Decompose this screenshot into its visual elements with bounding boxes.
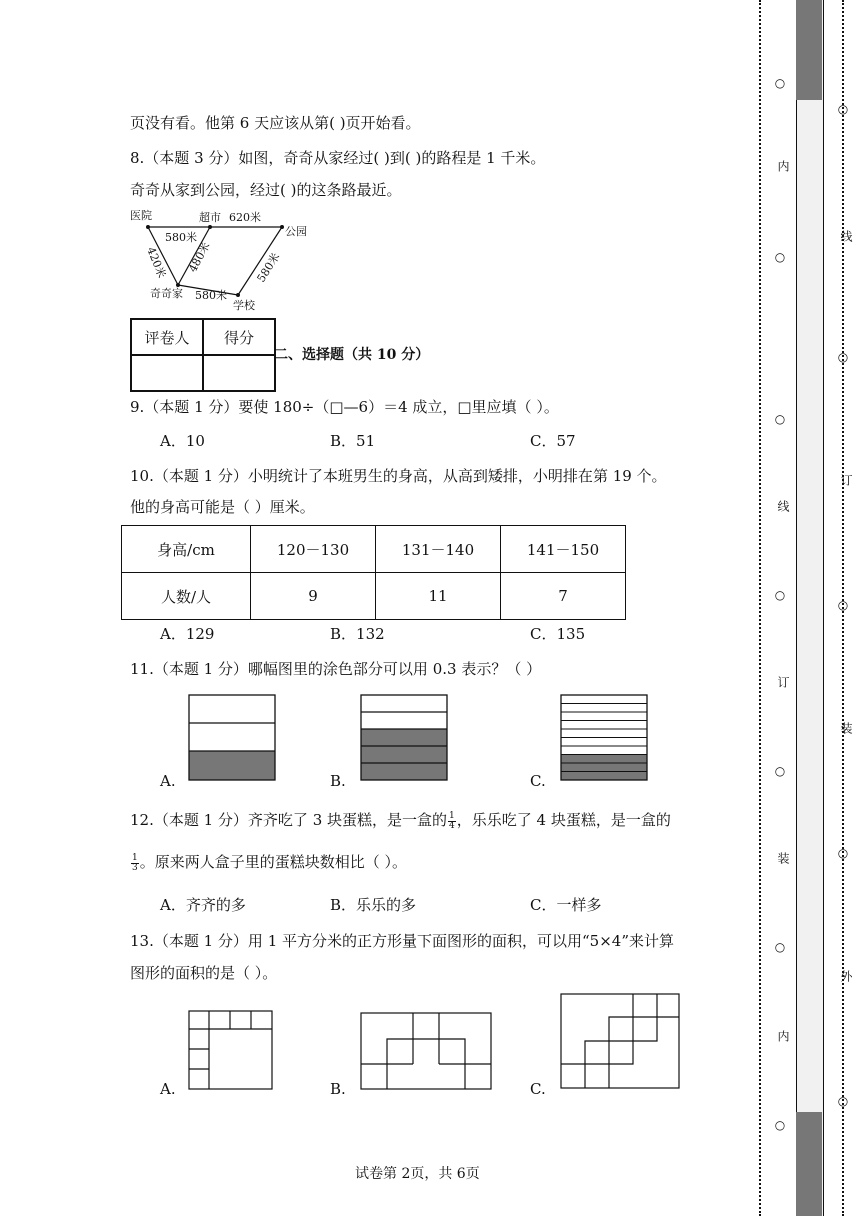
- height-table-h1: 120－130: [251, 526, 376, 573]
- q12-frac1-num: 1: [449, 810, 455, 821]
- q9-stem: 9.（本题 1 分）要使 180÷（□—6）＝4 成立，□里应填（ ）。: [130, 398, 559, 416]
- binding-outer-1: 订: [839, 474, 853, 486]
- q11-figure-c: [560, 694, 650, 784]
- map-home: 奇奇家: [150, 287, 183, 300]
- map-supermarket: 超市: [199, 211, 221, 224]
- binding-circle-icon: ○: [836, 846, 850, 860]
- q12-line1-b: ，乐乐吃了 4 块蛋糕，是一盒的: [456, 811, 671, 829]
- height-table-h3: 141－150: [501, 526, 626, 573]
- q12-line1: [130, 810, 671, 831]
- q12-frac1-den: 4: [449, 820, 455, 831]
- binding-strip-top-dark: [796, 0, 822, 100]
- q12-option-a[interactable]: A．齐齐的多: [160, 896, 246, 914]
- q13-option-b[interactable]: B.: [330, 1080, 346, 1098]
- q11-option-b[interactable]: B.: [330, 772, 346, 790]
- height-table-r2: 11: [376, 573, 501, 620]
- binding-inner-1: 线: [776, 500, 790, 512]
- q9-option-b[interactable]: B．51: [330, 432, 376, 450]
- map-park: 公园: [285, 225, 307, 238]
- binding-inner-4: 内: [776, 1030, 790, 1042]
- q8-line1: 8.（本题 3 分）如图，奇奇从家经过( )到( )的路程是 1 千米。: [130, 149, 546, 167]
- binding-line-inner: [759, 0, 761, 1216]
- map-dist-hosp-super: 580米: [165, 231, 197, 244]
- height-table-r0: 人数/人: [122, 573, 251, 620]
- q12-fraction-2: [131, 854, 139, 873]
- q10-line2: 他的身高可能是（ ）厘米。: [130, 498, 315, 516]
- binding-inner-0: 内: [776, 160, 790, 172]
- q7-tail: 页没有看。他第 6 天应该从第( )页开始看。: [130, 114, 421, 132]
- map-dist-school-park: 580米: [254, 250, 283, 285]
- height-table-row: [122, 573, 626, 620]
- map-dist-super-home: 480米: [186, 240, 213, 275]
- q11-figure-b: [360, 694, 450, 784]
- score-cell[interactable]: [203, 355, 275, 391]
- map-dist-super-park: 620米: [229, 211, 261, 224]
- q12-frac2-den: 3: [132, 862, 138, 873]
- q13-figure-a: [188, 1010, 274, 1092]
- page-footer: 试卷第 2页，共 6页: [355, 1166, 480, 1182]
- q13-line2: 图形的面积的是（ ）。: [130, 964, 278, 982]
- map-dist-home-school: 580米: [195, 289, 227, 302]
- score-table: [130, 318, 276, 392]
- q10-option-c[interactable]: C．135: [530, 625, 586, 643]
- q9-option-a[interactable]: A．10: [160, 432, 205, 450]
- binding-circle-icon: ○: [773, 412, 787, 426]
- q13-figure-b: [360, 1012, 494, 1092]
- binding-strip-bottom-dark: [796, 1112, 822, 1216]
- q10-option-b[interactable]: B．132: [330, 625, 385, 643]
- height-table-h0: 身高/cm: [122, 526, 251, 573]
- q12-option-b[interactable]: B．乐乐的多: [330, 896, 417, 914]
- binding-strip: [796, 0, 824, 1216]
- height-table-r1: 9: [251, 573, 376, 620]
- q11-option-c[interactable]: C.: [530, 772, 546, 790]
- binding-circle-icon: ○: [836, 1094, 850, 1108]
- binding-inner-3: 装: [776, 852, 790, 864]
- binding-circle-icon: ○: [773, 1118, 787, 1132]
- q8-line2: 奇奇从家到公园，经过( )的这条路最近。: [130, 181, 402, 199]
- binding-circle-icon: ○: [773, 76, 787, 90]
- binding-circle-icon: ○: [836, 598, 850, 612]
- height-table: [121, 525, 626, 620]
- q13-option-a[interactable]: A.: [160, 1080, 176, 1098]
- q11-stem: 11.（本题 1 分）哪幅图里的涂色部分可以用 0.3 表示？（ ）: [130, 660, 542, 678]
- map-hospital: 医院: [130, 209, 152, 222]
- binding-circle-icon: ○: [773, 588, 787, 602]
- q10-option-a[interactable]: A．129: [160, 625, 215, 643]
- binding-circle-icon: ○: [773, 250, 787, 264]
- binding-outer-0: 线: [839, 230, 853, 242]
- q13-line1: 13.（本题 1 分）用 1 平方分米的正方形量下面图形的面积，可以用“5×4”来计算: [130, 932, 675, 950]
- q12-line2: [130, 852, 407, 873]
- section2-title: 二、选择题（共 10 分）: [274, 347, 430, 363]
- q13-figure-c: [560, 993, 682, 1091]
- q12-fraction-1: [448, 812, 456, 831]
- binding-circle-icon: ○: [773, 764, 787, 778]
- q9-option-c[interactable]: C．57: [530, 432, 576, 450]
- q12-line1-a: 12.（本题 1 分）齐齐吃了 3 块蛋糕，是一盒的: [130, 811, 448, 829]
- binding-outer-2: 装: [839, 722, 853, 734]
- height-table-h2: 131－140: [376, 526, 501, 573]
- height-table-r3: 7: [501, 573, 626, 620]
- binding-inner-2: 订: [776, 676, 790, 688]
- route-map: [125, 205, 315, 315]
- q11-option-a[interactable]: A.: [160, 772, 176, 790]
- q13-option-c[interactable]: C.: [530, 1080, 546, 1098]
- score-label: 得分: [203, 319, 275, 355]
- map-dist-hosp-home: 420米: [144, 245, 169, 280]
- binding-circle-icon: ○: [773, 940, 787, 954]
- binding-circle-icon: ○: [836, 102, 850, 116]
- binding-circle-icon: ○: [836, 350, 850, 364]
- map-school: 学校: [233, 299, 255, 312]
- q11-figure-a: [188, 694, 278, 784]
- score-reviewer-label: 评卷人: [131, 319, 203, 355]
- binding-outer-3: 外: [839, 970, 853, 982]
- q12-frac2-num: 1: [132, 852, 138, 863]
- height-table-header: [122, 526, 626, 573]
- score-reviewer-cell[interactable]: [131, 355, 203, 391]
- q12-line2-text: 。原来两人盒子里的蛋糕块数相比（ ）。: [139, 853, 408, 871]
- q12-option-c[interactable]: C．一样多: [530, 896, 602, 914]
- q10-line1: 10.（本题 1 分）小明统计了本班男生的身高，从高到矮排，小明排在第 19 个。: [130, 467, 667, 485]
